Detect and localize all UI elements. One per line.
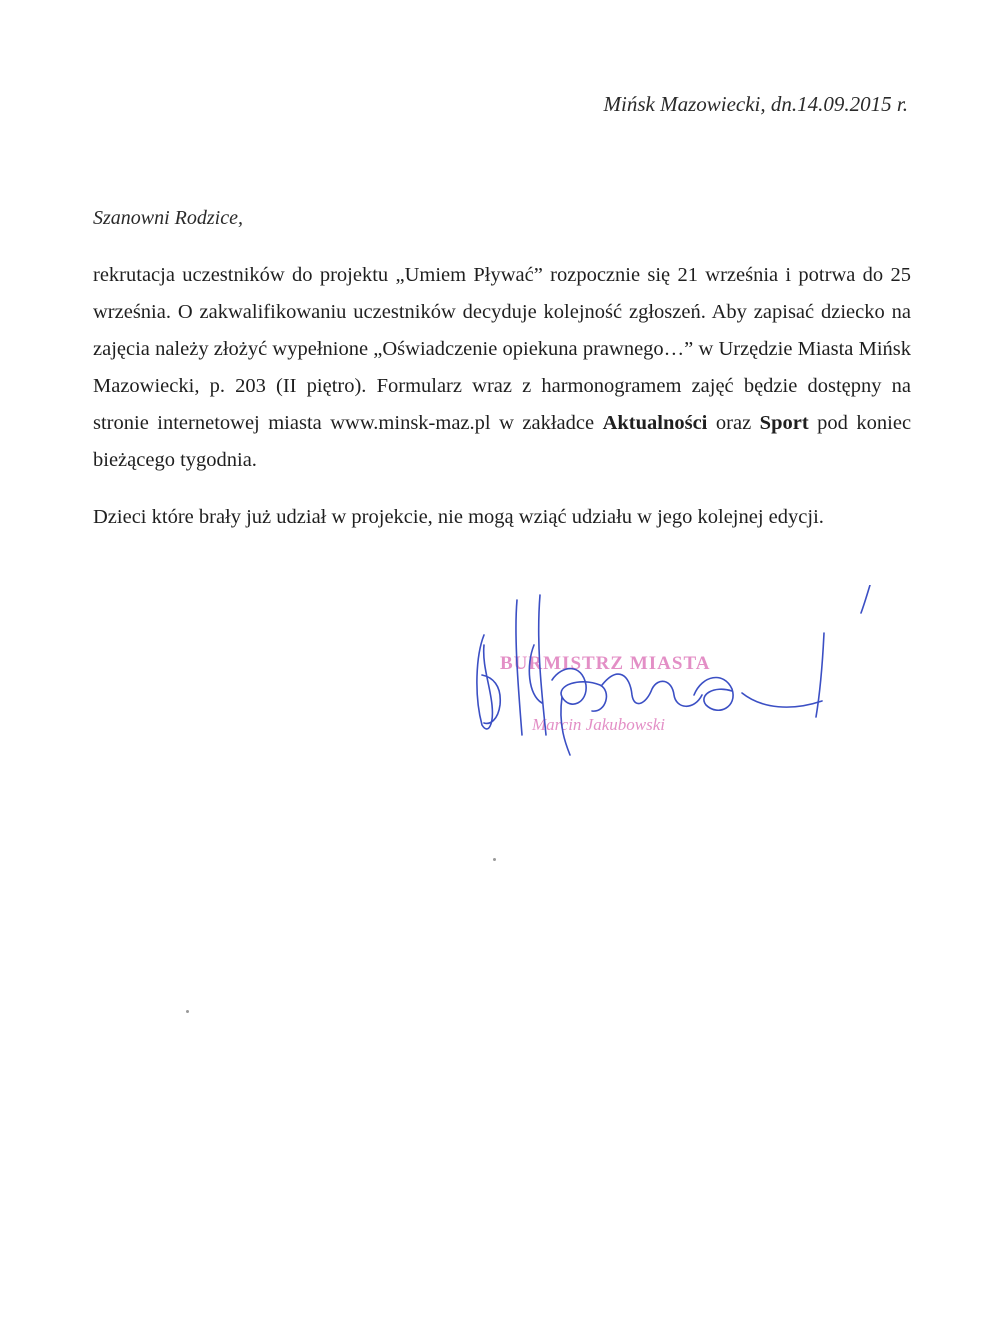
stamp-name: Marcin Jakubowski [532,715,665,734]
sport-label: Sport [759,412,809,434]
salutation: Szanowni Rodzice, [93,207,243,229]
main-paragraph [93,257,911,479]
aktualnosci-label: Aktualności [602,412,708,434]
closing-paragraph: Dzieci które brały już udział w projekcie, nie mogą wziąć udziału w jego kolejnej edycji. [93,506,824,528]
place-date: Mińsk Mazowiecki, dn.14.09.2015 r. [603,92,908,116]
scan-speck [186,1010,189,1013]
scan-speck [493,858,496,861]
stamp-title: BURMISTRZ MIASTA [500,653,711,674]
handwritten-signature [462,585,882,775]
paragraph-text-1: rekrutacja uczestników do projektu „Umiem Pływać” rozpocznie się 21 września i potrwa do 25 września. O zakwalifikowaniu uczestników decyduje kolejność zgłoszeń. Aby zapisać dziecko na zajęcia należy złożyć wypełnione „Oświadczenie opiekuna prawnego…” w Urzędzie Miasta Mińsk Mazowiecki, p. 203 (II piętro). Formularz wraz z harmonogramem zajęć będzie dostępny na stronie internetowej miasta www.minsk-maz.pl w zakładce [93,264,911,434]
signature-stamp-block [462,585,882,775]
paragraph-text-2: oraz [715,412,752,434]
paragraph-text-3: pod koniec bieżącego tygodnia. [93,412,912,471]
